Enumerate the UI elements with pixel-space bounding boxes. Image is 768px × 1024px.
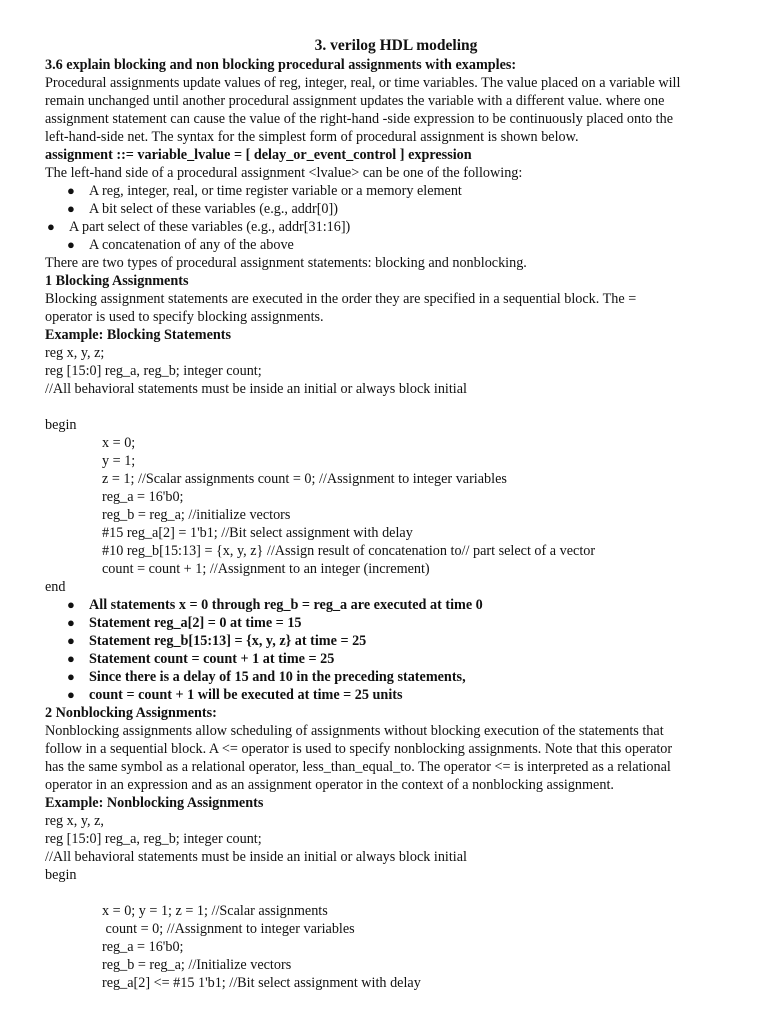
two-types-line: There are two types of procedural assignment statements: blocking and nonblocking. <box>45 255 527 271</box>
intro-line: left-hand-side net. The syntax for the simplest form of procedural assignment is shown below. <box>45 129 579 145</box>
blocking-desc: Blocking assignment statements are executed in the order they are specified in a sequential block. The = <box>45 291 637 307</box>
bullet-icon: ● <box>67 651 75 666</box>
nonblocking-desc: has the same symbol as a relational operator, less_than_equal_to. The operator <= is interpreted as a relational <box>45 759 671 775</box>
code-decl: reg x, y, z; <box>45 345 105 361</box>
timing-note: ● Statement count = count + 1 at time = 25 <box>67 651 335 667</box>
bullet-icon: ● <box>67 183 75 198</box>
doc-title: 3. verilog HDL modeling <box>314 37 478 54</box>
blank-line <box>45 884 725 902</box>
bullet-icon: ● <box>67 615 75 630</box>
timing-note: ● count = count + 1 will be executed at time = 25 units <box>67 687 403 703</box>
code-end: end <box>45 579 66 595</box>
code-line: x = 0; <box>102 435 136 451</box>
timing-note: ● Statement reg_b[15:13] = {x, y, z} at time = 25 <box>67 633 367 649</box>
lhs-intro: The left-hand side of a procedural assignment <lvalue> can be one of the following: <box>45 165 523 181</box>
code-decl: //All behavioral statements must be inside an initial or always block initial <box>45 381 467 397</box>
intro-line: remain unchanged until another procedural assignment updates the variable with a different value. where one <box>45 93 665 109</box>
nonblocking-desc: Nonblocking assignments allow scheduling of assignments without blocking execution of the statements that <box>45 723 664 739</box>
bullet-icon: ● <box>67 597 75 612</box>
nonblocking-example-heading: Example: Nonblocking Assignments <box>45 795 264 811</box>
blocking-example-heading: Example: Blocking Statements <box>45 327 232 343</box>
code-line: #15 reg_a[2] = 1'b1; //Bit select assignment with delay <box>102 525 413 541</box>
code-decl: reg [15:0] reg_a, reg_b; integer count; <box>45 831 262 847</box>
code-line: z = 1; //Scalar assignments count = 0; //Assignment to integer variables <box>102 471 507 487</box>
code-line: count = 0; //Assignment to integer variables <box>102 921 355 937</box>
lhs-list-item: ● A part select of these variables (e.g., addr[31:16]) <box>47 219 351 235</box>
bullet-icon: ● <box>67 633 75 648</box>
intro-line: assignment statement can cause the value of the right-hand -side expression to be continuously placed onto the <box>45 111 674 127</box>
code-line: y = 1; <box>102 453 136 469</box>
code-begin: begin <box>45 417 77 433</box>
bullet-icon: ● <box>47 219 55 234</box>
blocking-desc: operator is used to specify blocking assignments. <box>45 309 324 325</box>
code-line: reg_b = reg_a; //initialize vectors <box>102 507 291 523</box>
code-line: count = count + 1; //Assignment to an integer (increment) <box>102 561 430 577</box>
code-decl: //All behavioral statements must be inside an initial or always block initial <box>45 849 467 865</box>
blank-line <box>45 398 725 416</box>
timing-note: ● Statement reg_a[2] = 0 at time = 15 <box>67 615 302 631</box>
code-line: #10 reg_b[15:13] = {x, y, z} //Assign result of concatenation to// part select of a vector <box>102 543 596 559</box>
nonblocking-desc: operator in an expression and as an assignment operator in the context of a nonblocking assignment. <box>45 777 614 793</box>
code-line: reg_b = reg_a; //Initialize vectors <box>102 957 292 973</box>
code-line: reg_a = 16'b0; <box>102 939 184 955</box>
code-line: x = 0; y = 1; z = 1; //Scalar assignments <box>102 903 328 919</box>
nonblocking-heading: 2 Nonblocking Assignments: <box>45 705 217 721</box>
document-page <box>45 36 725 992</box>
lhs-list-item: ● A concatenation of any of the above <box>67 237 294 253</box>
lhs-list-item: ● A reg, integer, real, or time register variable or a memory element <box>67 183 462 199</box>
timing-note: ● All statements x = 0 through reg_b = reg_a are executed at time 0 <box>67 597 483 613</box>
syntax-line: assignment ::= variable_lvalue = [ delay_or_event_control ] expression <box>45 147 472 163</box>
code-begin: begin <box>45 867 77 883</box>
lhs-list-item: ● A bit select of these variables (e.g., addr[0]) <box>67 201 338 217</box>
bullet-icon: ● <box>67 669 75 684</box>
bullet-icon: ● <box>67 237 75 252</box>
code-decl: reg x, y, z, <box>45 813 104 829</box>
bullet-icon: ● <box>67 687 75 702</box>
code-decl: reg [15:0] reg_a, reg_b; integer count; <box>45 363 262 379</box>
blocking-heading: 1 Blocking Assignments <box>45 273 189 289</box>
code-line: reg_a = 16'b0; <box>102 489 184 505</box>
nonblocking-desc: follow in a sequential block. A <= operator is used to specify nonblocking assignments. Note that this operator <box>45 741 673 757</box>
timing-note: ● Since there is a delay of 15 and 10 in the preceding statements, <box>67 669 466 685</box>
intro-line: Procedural assignments update values of reg, integer, real, or time variables. The value placed on a variable will <box>45 75 681 91</box>
code-line: reg_a[2] <= #15 1'b1; //Bit select assignment with delay <box>102 975 421 991</box>
bullet-icon: ● <box>67 201 75 216</box>
section-heading: 3.6 explain blocking and non blocking procedural assignments with examples: <box>45 57 517 73</box>
